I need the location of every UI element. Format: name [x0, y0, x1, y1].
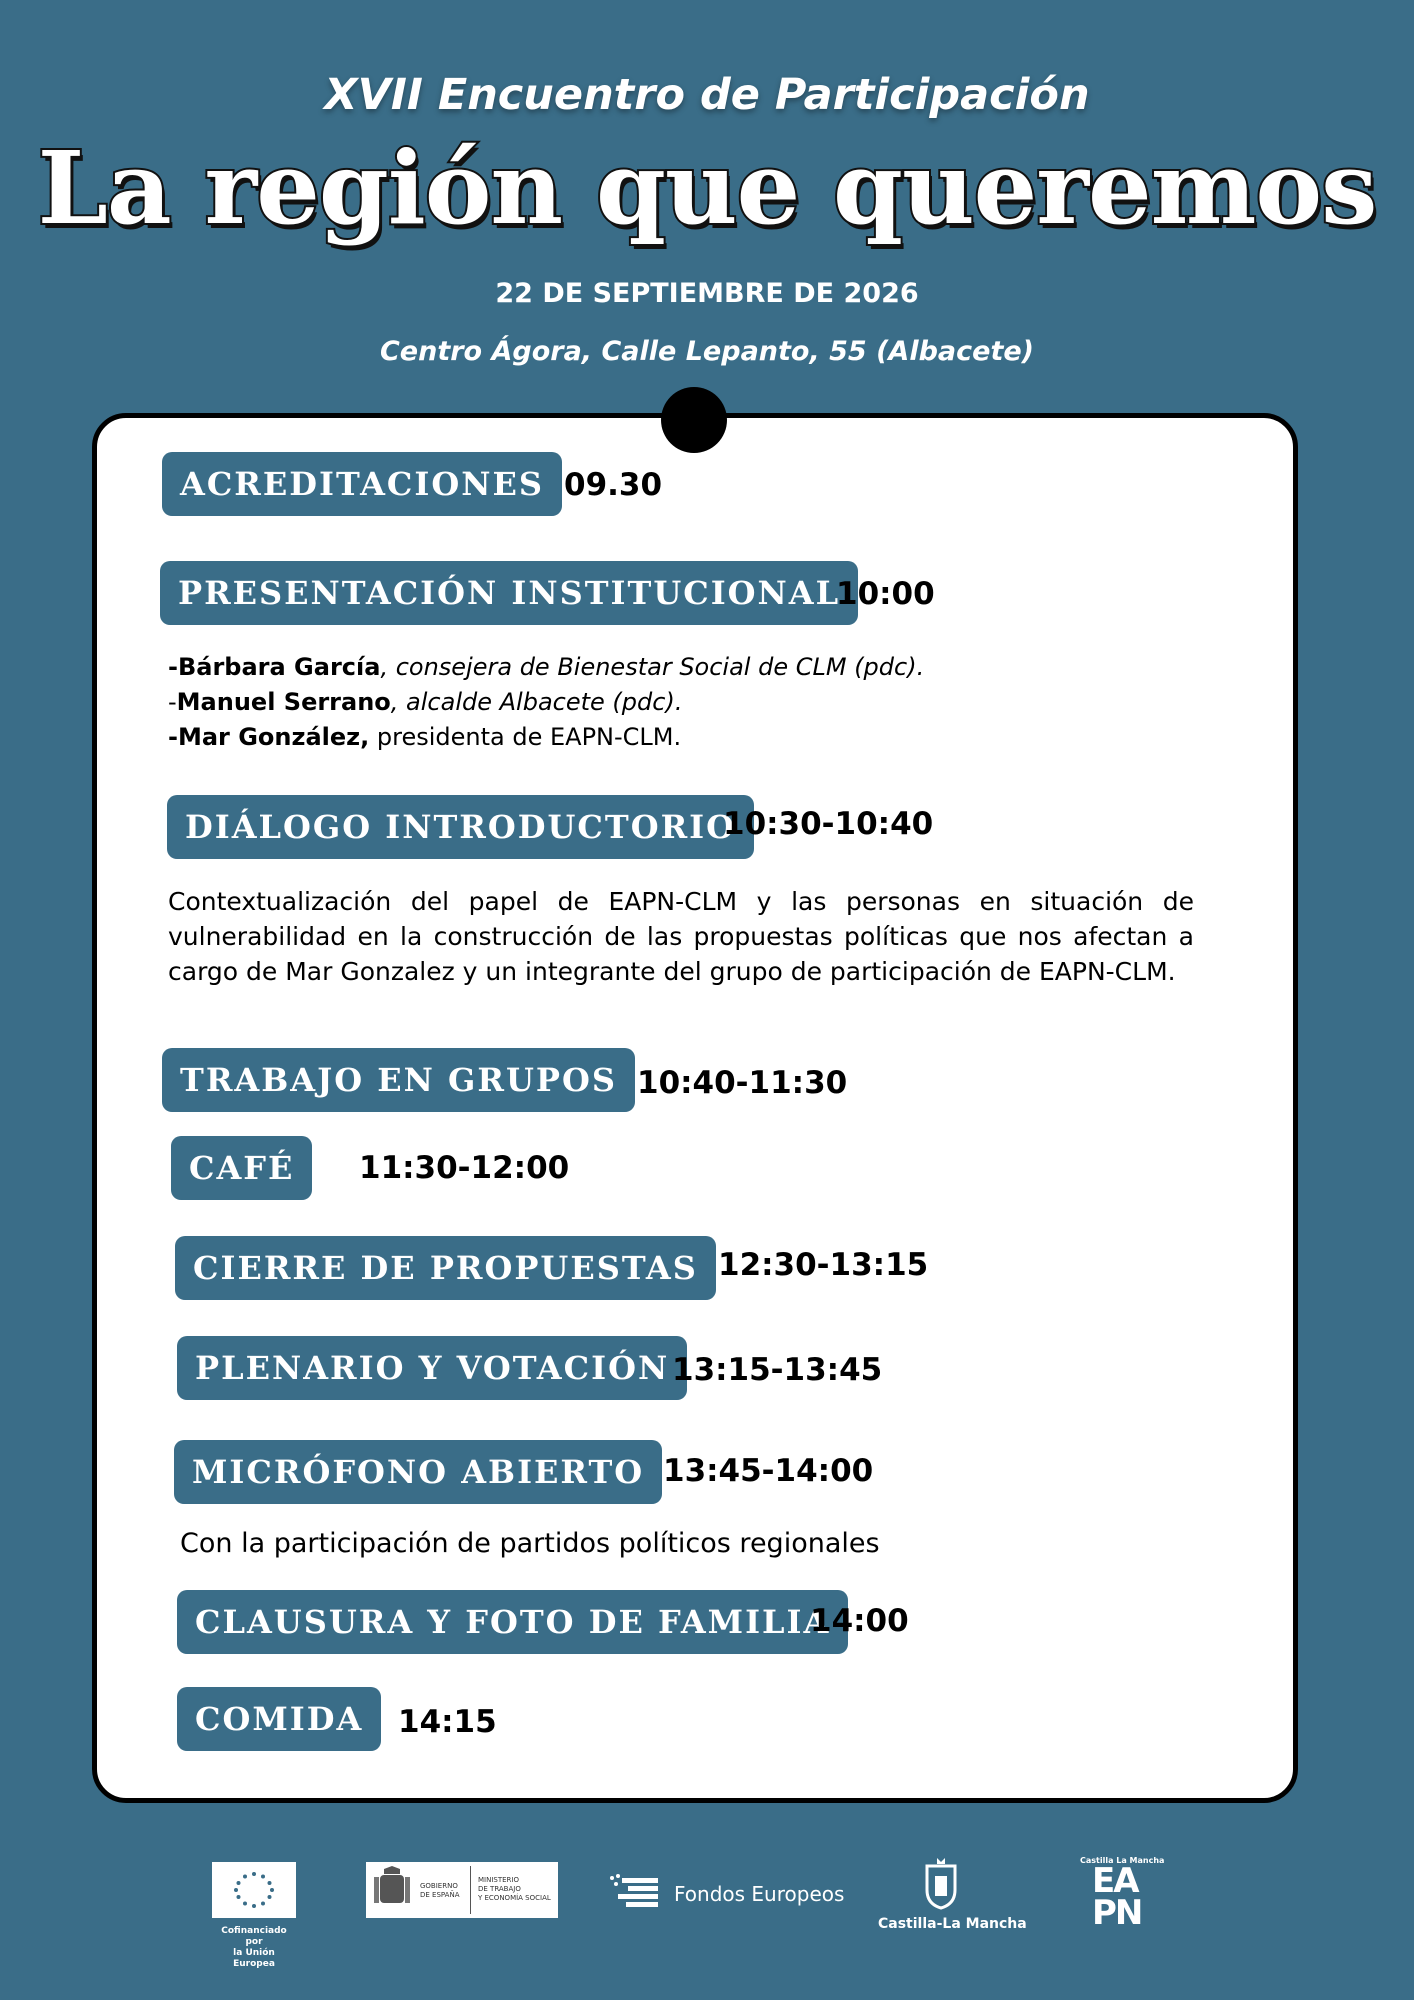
eapn-logo	[1080, 1856, 1165, 1946]
pin-dot	[661, 387, 727, 453]
eapn-text-1: EA	[1092, 1861, 1138, 1901]
tag-cierre: CIERRE DE PROPUESTAS	[175, 1236, 716, 1300]
time-plenario: 13:15-13:45	[672, 1352, 883, 1388]
fondos-flag-icon	[608, 1874, 664, 1914]
eapn-text-2: PN	[1092, 1893, 1142, 1933]
time-dialogo: 10:30-10:40	[723, 806, 934, 842]
dialogo-description: Contextualización del papel de EAPN-CLM y las personas en situación de vulnerabilidad en la construcción de las propuestas políticas que nos afectan a cargo de Mar Gonzalez y un integrante del grupo de participación de EAPN-CLM.	[168, 887, 1194, 986]
time-cafe: 11:30-12:00	[359, 1150, 570, 1186]
eu-logo	[212, 1862, 296, 1970]
tag-clausura: CLAUSURA Y FOTO DE FAMILIA	[177, 1590, 848, 1654]
min-text-2: DE TRABAJO	[478, 1885, 521, 1893]
tag-trabajo: TRABAJO EN GRUPOS	[162, 1048, 635, 1112]
time-trabajo: 10:40-11:30	[637, 1065, 848, 1101]
gob-text-1: GOBIERNO	[420, 1882, 458, 1890]
time-microfono: 13:45-14:00	[663, 1453, 874, 1489]
speaker-1: -Bárbara García, consejera de Bienestar Social de CLM (pdc).	[168, 653, 925, 681]
gob-text-2: DE ESPAÑA	[420, 1891, 460, 1899]
eu-flag-icon	[212, 1862, 296, 1918]
fondos-text: Fondos Europeos	[674, 1882, 845, 1906]
divider	[470, 1866, 471, 1914]
tag-presentacion: PRESENTACIÓN INSTITUCIONAL	[160, 561, 858, 625]
min-text-3: Y ECONOMÍA SOCIAL	[478, 1894, 551, 1902]
microfono-description: Con la participación de partidos políticos regionales	[180, 1528, 880, 1559]
tag-comida: COMIDA	[177, 1687, 381, 1751]
coat-of-arms-icon	[372, 1865, 412, 1915]
eu-caption-1: Cofinanciado por	[221, 1926, 287, 1947]
speaker-2: -Manuel Serrano, alcalde Albacete (pdc).	[168, 688, 683, 716]
time-clausura: 14:00	[810, 1603, 909, 1639]
clm-logo	[878, 1856, 1027, 1936]
min-text-1: MINISTERIO	[478, 1876, 519, 1884]
sponsor-logos	[0, 1856, 1414, 1969]
event-date: 22 DE SEPTIEMBRE DE 2026	[495, 278, 919, 309]
time-acreditaciones: 09.30	[564, 467, 663, 503]
tag-cafe: CAFÉ	[171, 1136, 312, 1200]
time-cierre: 12:30-13:15	[718, 1247, 929, 1283]
tag-acreditaciones: ACREDITACIONES	[162, 452, 562, 516]
tag-dialogo: DIÁLOGO INTRODUCTORIO	[167, 795, 754, 859]
speaker-3: -Mar González, presidenta de EAPN-CLM.	[168, 723, 682, 751]
eu-caption-2: la Unión Europea	[233, 1948, 275, 1969]
time-comida: 14:15	[398, 1704, 497, 1740]
fondos-europeos-logo	[608, 1874, 845, 1918]
time-presentacion: 10:00	[836, 576, 935, 612]
tag-plenario: PLENARIO Y VOTACIÓN	[177, 1336, 687, 1400]
event-subtitle: XVII Encuentro de Participación	[324, 70, 1090, 120]
clm-shield-icon	[921, 1856, 961, 1910]
event-title: La región que queremos	[37, 129, 1377, 247]
clm-text: Castilla-La Mancha	[878, 1916, 1027, 1932]
eapn-top-text: Castilla La Mancha	[1080, 1856, 1165, 1865]
event-place: Centro Ágora, Calle Lepanto, 55 (Albacete)	[379, 336, 1035, 367]
speakers-list	[168, 650, 924, 755]
gobierno-logo	[366, 1862, 558, 1918]
tag-microfono: MICRÓFONO ABIERTO	[174, 1440, 662, 1504]
